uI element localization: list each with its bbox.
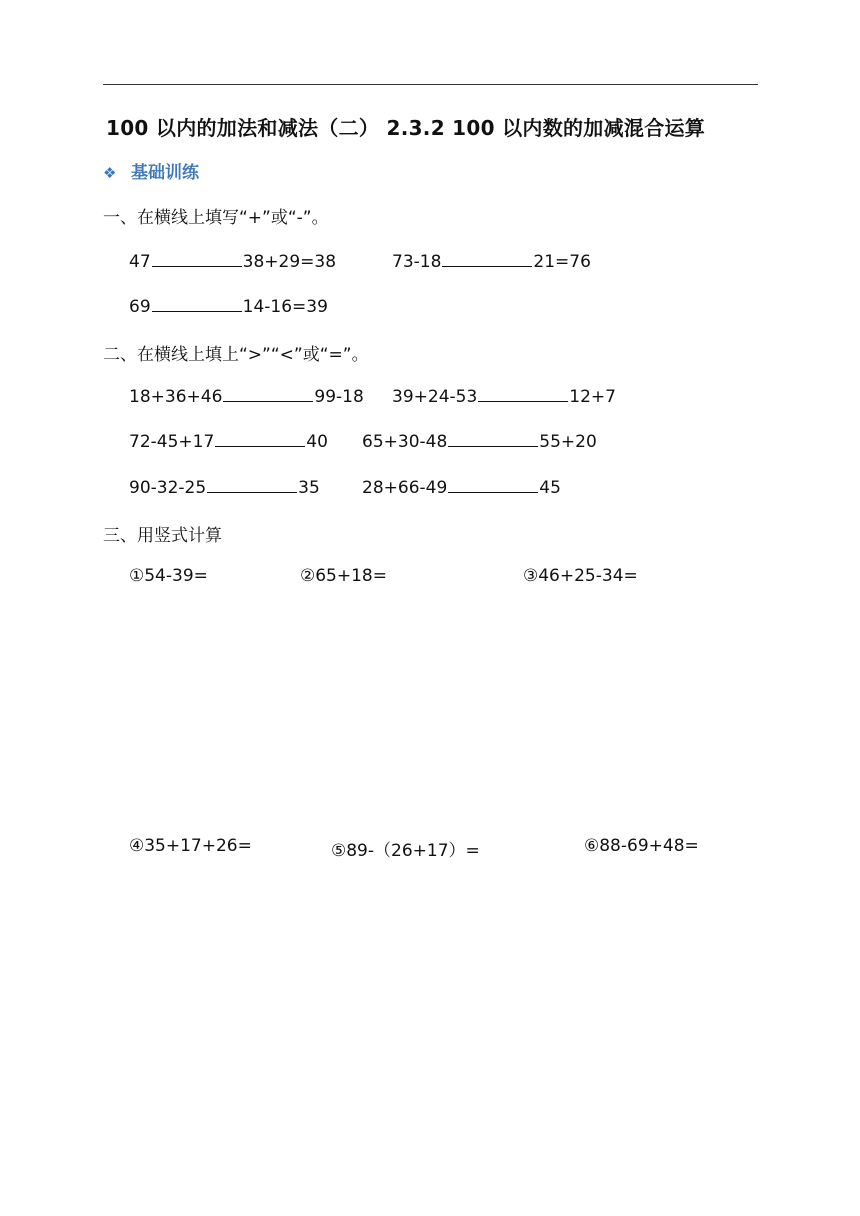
s1-item-3-before: 69 [129, 297, 151, 317]
s2-item-6-before: 28+66-49 [362, 478, 448, 498]
s2-item-4 [362, 430, 597, 452]
s2-item-1-after: 99-18 [314, 387, 364, 407]
s1-item-2-blank[interactable] [442, 250, 532, 267]
s2-item-2-before: 39+24-53 [392, 387, 478, 407]
s2-item-6-blank[interactable] [448, 476, 538, 493]
s2-item-6-after: 45 [539, 478, 561, 498]
s3-item-6: ⑥88-69+48= [584, 836, 699, 856]
subheading [103, 158, 199, 183]
s2-item-4-after: 55+20 [539, 432, 597, 452]
s3-item-3: ③46+25-34= [523, 566, 638, 586]
s2-item-4-before: 65+30-48 [362, 432, 448, 452]
s2-item-3-before: 72-45+17 [129, 432, 215, 452]
section-1-heading: 一、在横线上填写“+”或“-”。 [103, 208, 329, 228]
s1-item-2-before: 73-18 [392, 252, 442, 272]
page-title: 100 以内的加法和减法（二） 2.3.2 100 以内数的加减混合运算 [106, 116, 706, 140]
s3-item-5: ⑤89-（26+17）= [331, 841, 480, 861]
s2-item-5-blank[interactable] [207, 476, 297, 493]
s3-item-2: ②65+18= [300, 566, 387, 586]
s1-item-2 [392, 250, 591, 272]
s2-item-2-after: 12+7 [569, 387, 616, 407]
s2-item-1 [129, 385, 364, 407]
diamond-bullet-icon: ❖ [103, 164, 117, 182]
section-3-heading: 三、用竖式计算 [103, 526, 222, 546]
s1-item-1-before: 47 [129, 252, 151, 272]
s2-item-5-before: 90-32-25 [129, 478, 207, 498]
s2-item-3-after: 40 [306, 432, 328, 452]
s2-item-3 [129, 430, 328, 452]
s2-item-3-blank[interactable] [215, 430, 305, 447]
s1-item-1 [129, 250, 336, 272]
s1-item-1-blank[interactable] [152, 250, 242, 267]
s2-item-1-blank[interactable] [223, 385, 313, 402]
section-2-heading: 二、在横线上填上“>”“<”或“=”。 [103, 345, 369, 365]
s2-item-5-after: 35 [298, 478, 320, 498]
s3-item-1: ①54-39= [129, 566, 208, 586]
s2-item-4-blank[interactable] [448, 430, 538, 447]
s2-item-2 [392, 385, 616, 407]
s1-item-2-after: 21=76 [533, 252, 591, 272]
s1-item-3-after: 14-16=39 [242, 297, 328, 317]
subheading-text: 基础训练 [131, 163, 199, 183]
header-rule [103, 84, 758, 85]
s2-item-2-blank[interactable] [478, 385, 568, 402]
s3-item-4: ④35+17+26= [129, 836, 252, 856]
s2-item-1-before: 18+36+46 [129, 387, 223, 407]
s2-item-6 [362, 476, 561, 498]
s1-item-3 [129, 295, 328, 317]
s1-item-3-blank[interactable] [152, 295, 242, 312]
s1-item-1-after: 38+29=38 [242, 252, 337, 272]
s2-item-5 [129, 476, 320, 498]
